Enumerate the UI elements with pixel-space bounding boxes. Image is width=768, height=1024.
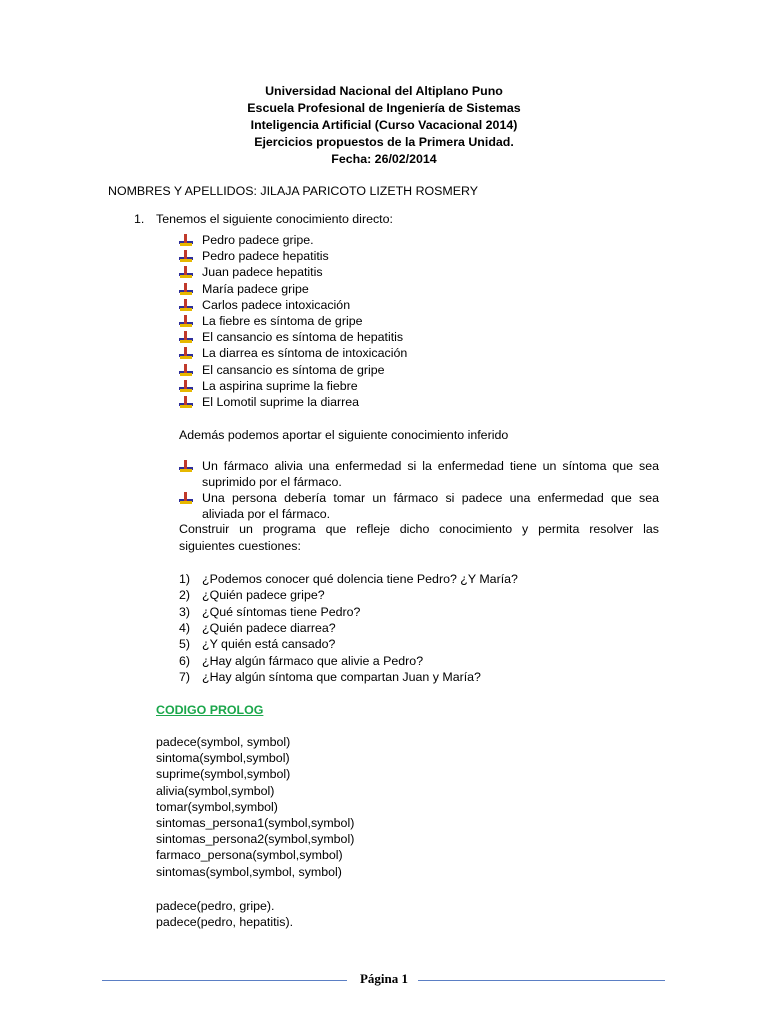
inferred-line-2: suprimido por el fármaco. bbox=[202, 475, 342, 489]
code-line: sintomas_persona1(symbol,symbol) bbox=[156, 816, 355, 830]
construct-line-2: siguientes cuestiones: bbox=[179, 539, 301, 553]
inferred-line-1: Una persona debería tomar un fármaco si padece una enfermedad que sea bbox=[202, 491, 659, 505]
school-name: Escuela Profesional de Ingeniería de Sistemas bbox=[247, 101, 521, 115]
inferred-line-2: aliviada por el fármaco. bbox=[202, 507, 331, 521]
arrow-bullet-icon bbox=[179, 396, 193, 408]
question-number: 4) bbox=[179, 620, 191, 635]
item-title: Tenemos el siguiente conocimiento directo: bbox=[156, 212, 393, 226]
fact-item: La fiebre es síntoma de gripe bbox=[202, 314, 363, 328]
course-name: Inteligencia Artificial (Curso Vacacional 2014) bbox=[250, 118, 518, 132]
construct-text-1: Construir un programa que refleje dicho conocimiento y permita resolver las bbox=[179, 522, 659, 536]
university-name: Universidad Nacional del Altiplano Puno bbox=[265, 84, 503, 98]
arrow-bullet-icon bbox=[179, 283, 193, 295]
question-number: 1) bbox=[179, 572, 191, 586]
question-text: ¿Y quién está cansado? bbox=[202, 637, 336, 652]
inferred-line-1: Un fármaco alivia una enfermedad si la enfermedad tiene un síntoma que sea bbox=[202, 459, 659, 473]
arrow-bullet-icon bbox=[179, 380, 193, 392]
code-line: sintoma(symbol,symbol) bbox=[156, 751, 290, 766]
item-number: 1. bbox=[134, 212, 145, 226]
fact-item: Carlos padece intoxicación bbox=[202, 297, 351, 312]
code-line: alivia(symbol,symbol) bbox=[156, 783, 275, 798]
fact-item: Pedro padece gripe. bbox=[202, 233, 314, 247]
code-heading: CODIGO PROLOG bbox=[156, 703, 264, 717]
question-number: 2) bbox=[179, 588, 191, 603]
code-line: farmaco_persona(symbol,symbol) bbox=[156, 848, 343, 863]
construct-line-1 bbox=[179, 521, 659, 537]
question-number: 5) bbox=[179, 637, 191, 652]
code-line: sintomas_persona2(symbol,symbol) bbox=[156, 832, 355, 847]
page-number: Página 1 bbox=[359, 971, 409, 986]
fact-item: María padece gripe bbox=[202, 281, 309, 296]
arrow-bullet-icon bbox=[179, 347, 193, 359]
exercise-title: Ejercicios propuestos de la Primera Unidad. bbox=[254, 135, 514, 149]
arrow-bullet-icon bbox=[179, 234, 193, 246]
fact-item: El cansancio es síntoma de hepatitis bbox=[202, 330, 404, 345]
fact-item: La aspirina suprime la fiebre bbox=[202, 378, 358, 393]
code-line: padece(pedro, hepatitis). bbox=[156, 915, 294, 929]
fact-item: El Lomotil suprime la diarrea bbox=[202, 395, 360, 409]
inferred-intro: Además podemos aportar el siguiente conocimiento inferido bbox=[179, 428, 509, 442]
arrow-bullet-icon bbox=[179, 266, 193, 278]
code-line: suprime(symbol,symbol) bbox=[156, 767, 291, 782]
arrow-bullet-icon bbox=[179, 299, 193, 311]
arrow-bullet-icon bbox=[179, 250, 193, 262]
question-text: ¿Quién padece gripe? bbox=[202, 588, 325, 603]
question-number: 6) bbox=[179, 653, 191, 668]
arrow-bullet-icon bbox=[179, 460, 193, 472]
code-line: padece(symbol, symbol) bbox=[156, 735, 291, 749]
arrow-bullet-icon bbox=[179, 331, 193, 343]
fact-item: Juan padece hepatitis bbox=[202, 265, 323, 280]
question-number: 7) bbox=[179, 669, 191, 684]
code-line: sintomas(symbol,symbol, symbol) bbox=[156, 864, 342, 879]
fact-item: El cansancio es síntoma de gripe bbox=[202, 362, 385, 377]
code-line: tomar(symbol,symbol) bbox=[156, 799, 278, 814]
arrow-bullet-icon bbox=[179, 315, 193, 327]
question-text: ¿Podemos conocer qué dolencia tiene Pedro? ¿Y María? bbox=[202, 572, 518, 586]
arrow-bullet-icon bbox=[179, 492, 193, 504]
fact-item: Pedro padece hepatitis bbox=[202, 249, 329, 264]
code-line: padece(pedro, gripe). bbox=[156, 899, 275, 913]
question-number: 3) bbox=[179, 604, 191, 619]
question-text: ¿Qué síntomas tiene Pedro? bbox=[202, 604, 361, 619]
question-text: ¿Hay algún síntoma que compartan Juan y María? bbox=[202, 669, 481, 684]
question-text: ¿Hay algún fármaco que alivie a Pedro? bbox=[202, 653, 424, 668]
date: Fecha: 26/02/2014 bbox=[331, 152, 437, 166]
student-name: NOMBRES Y APELLIDOS: JILAJA PARICOTO LIZETH ROSMERY bbox=[108, 184, 478, 198]
fact-item: La diarrea es síntoma de intoxicación bbox=[202, 346, 408, 361]
question-text: ¿Quién padece diarrea? bbox=[202, 620, 336, 635]
arrow-bullet-icon bbox=[179, 364, 193, 376]
